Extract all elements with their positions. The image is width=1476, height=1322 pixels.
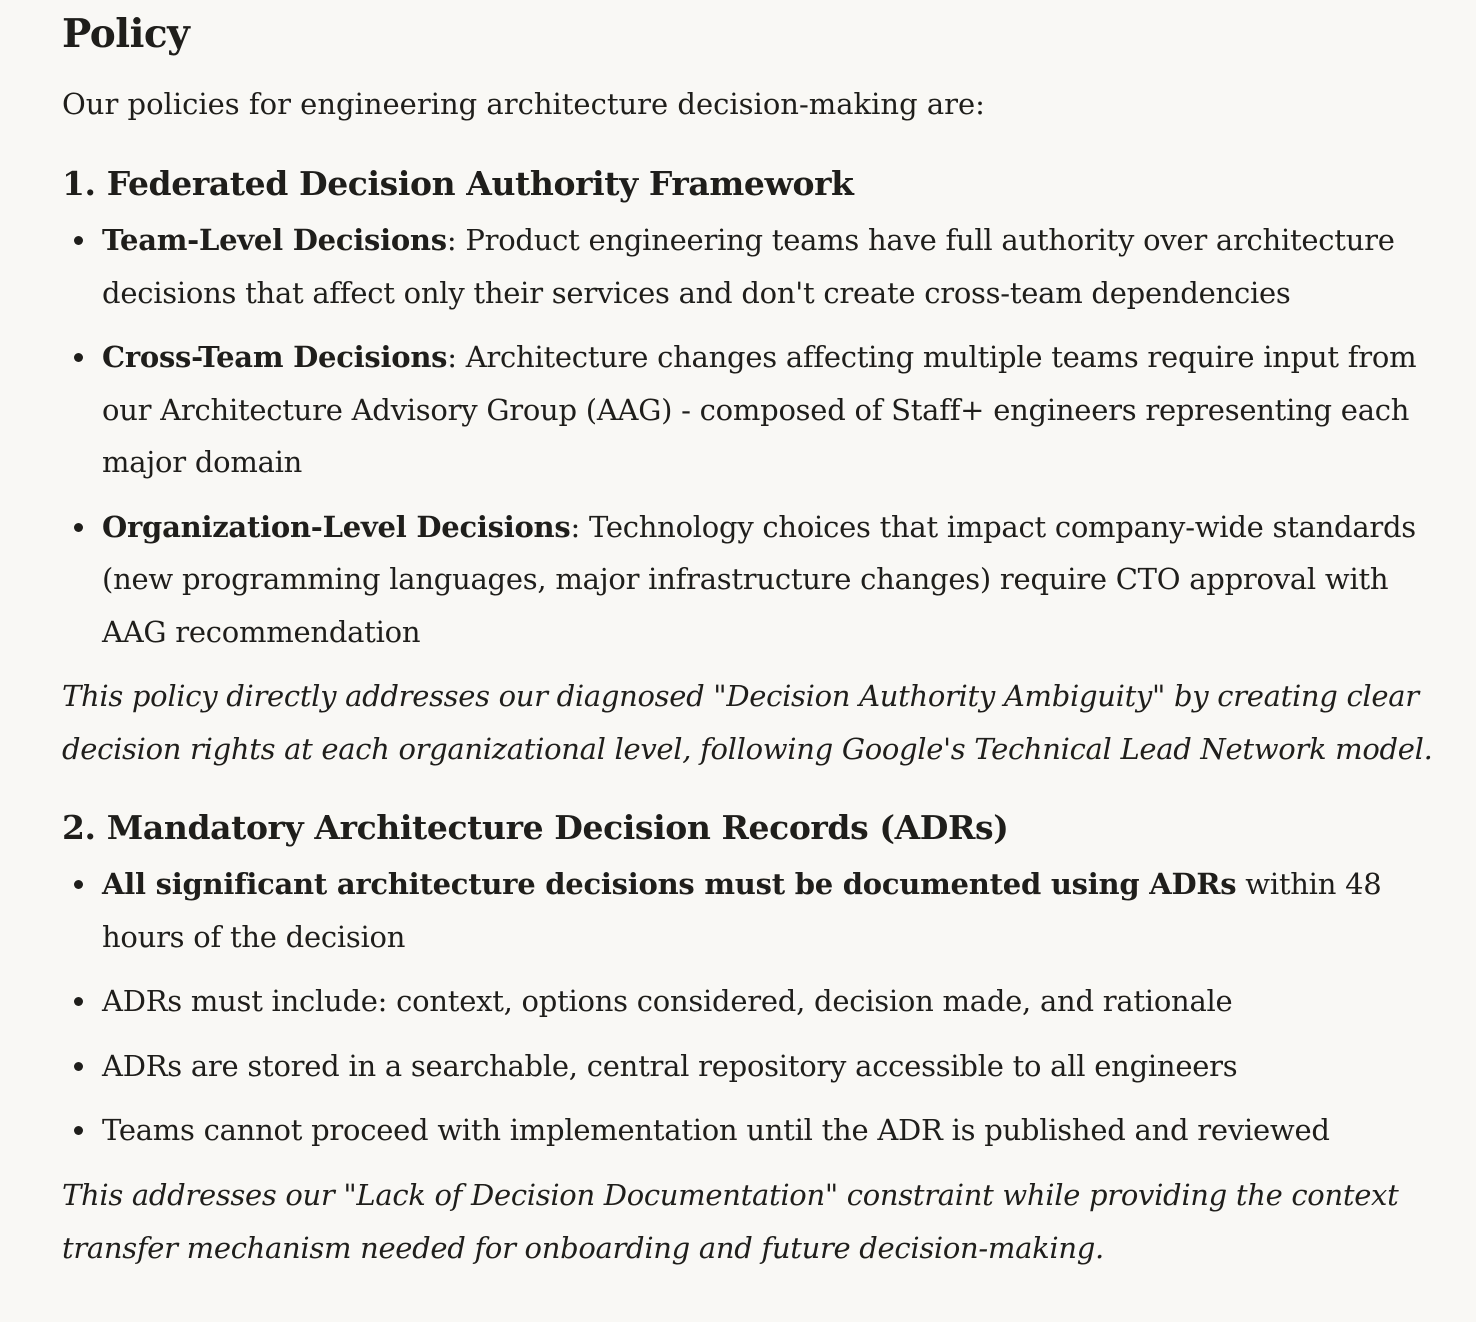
list-item xyxy=(62,214,1446,319)
list-item xyxy=(62,501,1446,659)
bullet-icon xyxy=(74,880,83,889)
item-text: ADRs must include: context, options considered, decision made, and rationale xyxy=(102,984,1233,1018)
item-text: : Technology choices that impact company-wide standards (new programming languages, major infrastructure changes) require CTO approval with AAG recommendation xyxy=(102,509,1416,649)
bullet-icon xyxy=(74,523,83,532)
section-note-authority: This policy directly addresses our diagnosed "Decision Authority Ambiguity" by creating clear decision rights at each organizational level, following Google's Technical Lead Network model. xyxy=(62,679,1433,766)
list-item xyxy=(62,331,1446,489)
list-item xyxy=(62,1104,1446,1157)
item-text: ADRs are stored in a searchable, central repository accessible to all engineers xyxy=(102,1048,1238,1083)
list-item xyxy=(62,858,1446,963)
section-heading-authority: 1. Federated Decision Authority Framework xyxy=(62,164,854,203)
bullet-icon xyxy=(74,236,83,245)
authority-list xyxy=(62,214,1446,658)
page-title: Policy xyxy=(62,11,190,57)
item-text: : Product engineering teams have full authority over architecture decisions that affect only their services and don't create cross-team dependencies xyxy=(102,223,1395,310)
item-bold-label: All significant architecture decisions must be documented using ADRs xyxy=(102,867,1237,901)
bullet-icon xyxy=(74,1062,83,1071)
adr-list xyxy=(62,858,1446,1157)
section-note-adrs: This addresses our "Lack of Decision Documentation" constraint while providing the context transfer mechanism needed for onboarding and future decision-making. xyxy=(62,1177,1399,1265)
item-bold-label: Cross-Team Decisions xyxy=(102,340,448,374)
item-text: within 48 hours of the decision xyxy=(102,867,1382,954)
intro-text: Our policies for engineering architecture decision-making are: xyxy=(62,87,985,121)
bullet-icon xyxy=(74,1126,83,1135)
bullet-icon xyxy=(74,353,83,362)
item-bold-label: Organization-Level Decisions xyxy=(102,509,571,544)
list-item xyxy=(62,975,1446,1028)
list-item xyxy=(62,1040,1446,1093)
bullet-icon xyxy=(74,997,83,1006)
item-bold-label: Team-Level Decisions xyxy=(102,223,447,257)
item-text: Teams cannot proceed with implementation until the ADR is published and reviewed xyxy=(102,1113,1330,1147)
section-heading-adrs: 2. Mandatory Architecture Decision Records (ADRs) xyxy=(62,808,1009,847)
item-text: : Architecture changes affecting multiple teams require input from our Architecture Advisory Group (AAG) - composed of Staff+ engineers representing each major domain xyxy=(102,340,1417,479)
